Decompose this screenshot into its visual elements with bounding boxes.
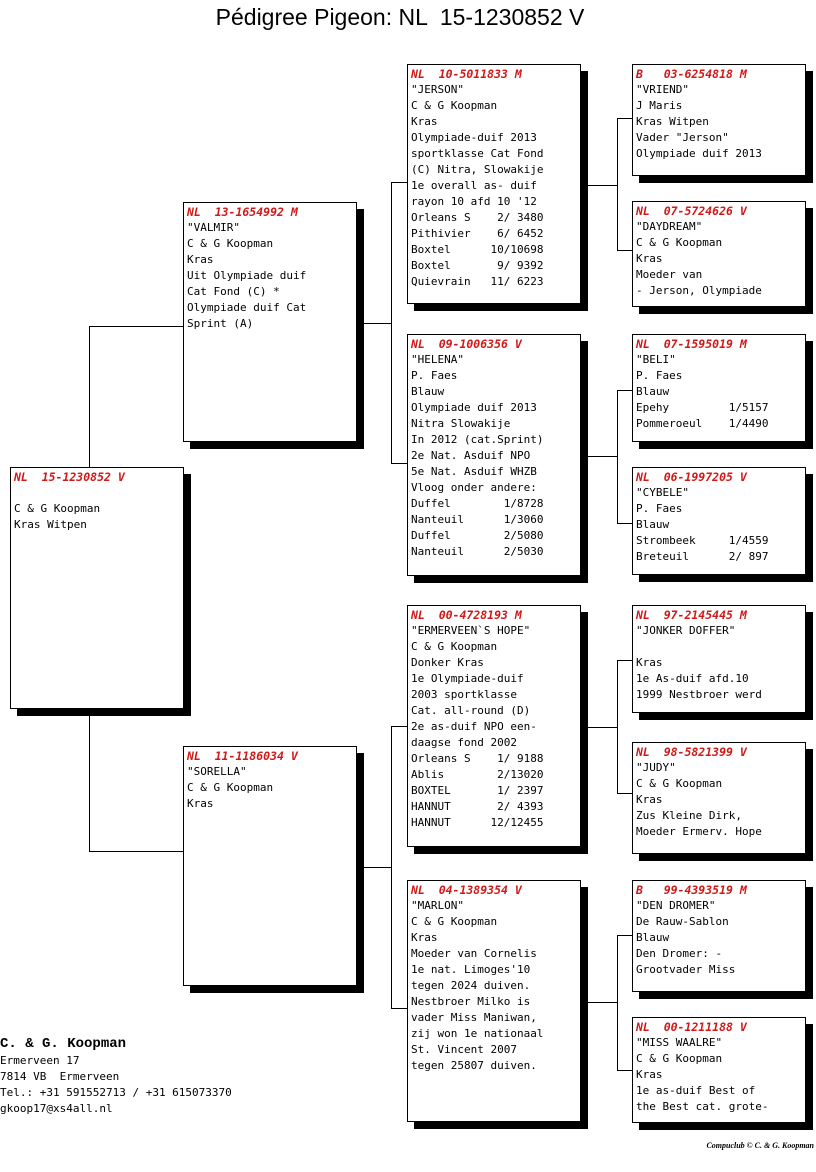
pigeon-info-line: daagse fond 2002: [411, 736, 517, 749]
pigeon-info-line: tegen 25807 duiven.: [411, 1059, 537, 1072]
owner-address: Ermerveen 17: [0, 1054, 80, 1067]
pigeon-info-line: Kras: [411, 931, 438, 944]
pigeon-info-line: Blauw: [636, 385, 670, 398]
pigeon-info-line-first: [14, 485, 180, 501]
pigeon-ring-number: NL 09-1006356 V: [411, 337, 522, 351]
pigeon-info-line: 1e nat. Limoges'10: [411, 963, 531, 976]
pigeon-info-line: Sprint (A): [187, 317, 254, 330]
pigeon-info-line: Kras Witpen: [14, 518, 87, 531]
pigeon-ring-number: NL 06-1997205 V: [636, 470, 747, 484]
pigeon-info-line: C & G Koopman: [636, 777, 723, 790]
pigeon-info-line: tegen 2024 duiven.: [411, 979, 531, 992]
pigeon-info-line: Vader "Jerson": [636, 131, 729, 144]
connector: [617, 793, 632, 794]
pigeon-info-line: Kras: [187, 253, 214, 266]
pigeon-info-line: C & G Koopman: [411, 640, 498, 653]
pigeon-info-line-first: "DEN DROMER": [636, 899, 716, 912]
pigeon-card-mmm[interactable]: [632, 1017, 806, 1123]
pigeon-info-line: Moeder van: [636, 268, 703, 281]
pigeon-info-line-first: "CYBELE": [636, 486, 689, 499]
pigeon-info-line: 1e overall as- duif: [411, 179, 537, 192]
connector: [391, 182, 407, 183]
pigeon-info-line: P. Faes: [636, 502, 683, 515]
pigeon-ring-number: B 03-6254818 M: [636, 67, 747, 81]
pigeon-info-line: vader Miss Maniwan,: [411, 1011, 537, 1024]
pigeon-info-line-first: "JONKER DOFFER": [636, 624, 736, 637]
pigeon-ring-number: NL 98-5821399 V: [636, 745, 747, 759]
connector: [617, 390, 632, 391]
pigeon-ring-number: NL 10-5011833 M: [411, 67, 522, 81]
pigeon-info-line-first: "MARLON": [411, 899, 464, 912]
pigeon-info-line: HANNUT 12/12455: [411, 816, 544, 829]
pigeon-info-line-first: "ERMERVEEN`S HOPE": [411, 624, 531, 637]
footer-credit: Compuclub © C. & G. Koopman: [706, 1141, 814, 1150]
pigeon-info-line: Orleans S 2/ 3480: [411, 211, 544, 224]
pigeon-info-line-first: "VALMIR": [187, 221, 240, 234]
owner-name: C. & G. Koopman: [0, 1036, 127, 1052]
pigeon-info-line: 2003 sportklasse: [411, 688, 517, 701]
pigeon-info-line: 1999 Nestbroer werd: [636, 688, 762, 701]
connector: [391, 726, 407, 727]
connector: [617, 660, 632, 661]
pigeon-info-line: In 2012 (cat.Sprint): [411, 433, 544, 446]
pigeon-info-line: Grootvader Miss: [636, 963, 736, 976]
pigeon-info-line: Strombeek 1/4559: [636, 534, 769, 547]
connector: [617, 1070, 632, 1071]
pigeon-info-line: Nanteuil 1/3060: [411, 513, 544, 526]
connector: [617, 660, 618, 793]
pigeon-info-line: C & G Koopman: [187, 781, 274, 794]
pigeon-card-mfm[interactable]: [632, 742, 806, 854]
pigeon-info-line: J Maris: [636, 99, 683, 112]
pigeon-info-line: C & G Koopman: [636, 236, 723, 249]
pigeon-info-line: P. Faes: [411, 369, 458, 382]
pigeon-info-line: Olympiade duif 2013: [636, 147, 762, 160]
connector: [617, 390, 618, 523]
connector: [391, 463, 407, 464]
owner-phone: Tel.: +31 591552713 / +31 615073370: [0, 1086, 232, 1099]
connector: [617, 523, 632, 524]
pigeon-info-line: zij won 1e nationaal: [411, 1027, 544, 1040]
pigeon-card-fmm[interactable]: [632, 467, 806, 575]
pigeon-ring-number: NL 07-1595019 M: [636, 337, 747, 351]
pigeon-info-line: C & G Koopman: [636, 1052, 723, 1065]
pigeon-info-line: Moeder Ermerv. Hope: [636, 825, 762, 838]
connector: [617, 935, 618, 1070]
pigeon-info-line: Den Dromer: -: [636, 947, 723, 960]
connector: [89, 326, 183, 327]
pigeon-info-line: 5e Nat. Asduif WHZB: [411, 465, 537, 478]
pigeon-info-line-first: "VRIEND": [636, 83, 689, 96]
pigeon-info-line: Boxtel 10/10698: [411, 243, 544, 256]
pigeon-info-line: - Jerson, Olympiade: [636, 284, 762, 297]
pigeon-info-line: Olympiade duif 2013: [411, 401, 537, 414]
pigeon-info-line-first: "HELENA": [411, 353, 464, 366]
pigeon-info-line: the Best cat. grote-: [636, 1100, 769, 1113]
connector: [391, 726, 392, 1008]
pigeon-info-line: C & G Koopman: [14, 502, 101, 515]
pigeon-info-line: 1e Olympiade-duif: [411, 672, 524, 685]
pigeon-ring-number: NL 04-1389354 V: [411, 883, 522, 897]
pigeon-info-line: Cat. all-round (D): [411, 704, 531, 717]
connector: [391, 1008, 407, 1009]
pigeon-ring-number: NL 00-4728193 M: [411, 608, 522, 622]
pigeon-info-line: Boxtel 9/ 9392: [411, 259, 544, 272]
owner-city: 7814 VB Ermerveen: [0, 1070, 120, 1083]
pigeon-ring-number: NL 97-2145445 M: [636, 608, 747, 622]
pigeon-ring-number: NL 00-1211188 V: [636, 1020, 747, 1034]
pigeon-info-line: Nanteuil 2/5030: [411, 545, 544, 558]
pigeon-info-line: P. Faes: [636, 369, 683, 382]
pigeon-info-line: Pithivier 6/ 6452: [411, 227, 544, 240]
pigeon-info-line: Zus Kleine Dirk,: [636, 809, 742, 822]
pigeon-info-line: Kras: [636, 1068, 663, 1081]
pigeon-info-line: Kras: [187, 797, 214, 810]
pigeon-info-line-first: "JERSON": [411, 83, 464, 96]
connector: [587, 185, 617, 186]
pigeon-card-mff[interactable]: [632, 605, 806, 713]
pigeon-info-line: HANNUT 2/ 4393: [411, 800, 544, 813]
pigeon-card-ff[interactable]: [407, 64, 581, 304]
pigeon-info-line: Blauw: [636, 931, 670, 944]
pigeon-ring-number: NL 13-1654992 M: [187, 205, 298, 219]
pigeon-ring-number: B 99-4393519 M: [636, 883, 747, 897]
connector: [587, 1002, 617, 1003]
pigeon-info-line: Olympiade duif Cat: [187, 301, 307, 314]
pigeon-card-mf[interactable]: [407, 605, 581, 847]
pigeon-card-fm[interactable]: [407, 334, 581, 576]
pigeon-info-line: Quievrain 11/ 6223: [411, 275, 544, 288]
pigeon-info-line: sportklasse Cat Fond: [411, 147, 544, 160]
pigeon-info-line: 1e As-duif afd.10: [636, 672, 749, 685]
pigeon-info-line: BOXTEL 1/ 2397: [411, 784, 544, 797]
pigeon-info-line: 2e Nat. Asduif NPO: [411, 449, 531, 462]
pigeon-info-line: Blauw: [411, 385, 445, 398]
connector: [587, 727, 617, 728]
connector: [391, 182, 392, 463]
pigeon-card-subject[interactable]: [10, 467, 184, 709]
pigeon-info-line-first: "MISS WAALRE": [636, 1036, 723, 1049]
pigeon-info-line: 2e as-duif NPO een-: [411, 720, 537, 733]
pigeon-info-line: Epehy 1/5157: [636, 401, 769, 414]
connector: [617, 118, 618, 250]
pigeon-info-line: [636, 639, 802, 655]
pigeon-info-line: (C) Nitra, Slowakije: [411, 163, 544, 176]
pigeon-info-line: Cat Fond (C) *: [187, 285, 280, 298]
pigeon-info-line: Pommeroeul 1/4490: [636, 417, 769, 430]
pigeon-info-line: Ablis 2/13020: [411, 768, 544, 781]
pigeon-card-father[interactable]: [183, 202, 357, 442]
pigeon-info-line: Donker Kras: [411, 656, 484, 669]
pigeon-info-line: Olympiade-duif 2013: [411, 131, 537, 144]
connector: [617, 250, 632, 251]
pigeon-info-line: C & G Koopman: [187, 237, 274, 250]
pigeon-ring-number: NL 15-1230852 V: [14, 470, 125, 484]
pigeon-info-line-first: "BELI": [636, 353, 676, 366]
pigeon-card-mm[interactable]: [407, 880, 581, 1122]
pigeon-info-line: Kras: [636, 656, 663, 669]
pigeon-ring-number: NL 07-5724626 V: [636, 204, 747, 218]
pigeon-info-line-first: "SORELLA": [187, 765, 247, 778]
pigeon-info-line: 1e as-duif Best of: [636, 1084, 756, 1097]
pigeon-info-line: Breteuil 2/ 897: [636, 550, 769, 563]
pigeon-info-line-first: "JUDY": [636, 761, 676, 774]
pigeon-info-line: Moeder van Cornelis: [411, 947, 537, 960]
pigeon-info-line: C & G Koopman: [411, 915, 498, 928]
pigeon-info-line: Duffel 2/5080: [411, 529, 544, 542]
pigeon-info-line: Uit Olympiade duif: [187, 269, 307, 282]
pigeon-info-line: Kras: [636, 793, 663, 806]
pigeon-info-line: Kras: [636, 252, 663, 265]
pigeon-ring-number: NL 11-1186034 V: [187, 749, 298, 763]
pigeon-card-mmf[interactable]: [632, 880, 806, 992]
pigeon-info-line: Duffel 1/8728: [411, 497, 544, 510]
pigeon-card-fff[interactable]: [632, 64, 806, 176]
page-title: Pédigree Pigeon: NL 15-1230852 V: [215, 4, 585, 30]
pigeon-info-line: Orleans S 1/ 9188: [411, 752, 544, 765]
pigeon-info-line-first: "DAYDREAM": [636, 220, 703, 233]
pigeon-info-line: De Rauw-Sablon: [636, 915, 729, 928]
pigeon-info-line: Nitra Slowakije: [411, 417, 511, 430]
pigeon-info-line: Kras Witpen: [636, 115, 709, 128]
pigeon-info-line: Vloog onder andere:: [411, 481, 537, 494]
pigeon-info-line: C & G Koopman: [411, 99, 498, 112]
pigeon-info-line: Nestbroer Milko is: [411, 995, 531, 1008]
owner-info: [0, 1035, 232, 1117]
pigeon-info-line: Blauw: [636, 518, 670, 531]
connector: [364, 323, 391, 324]
connector: [617, 118, 632, 119]
pigeon-info-line: rayon 10 afd 10 '12: [411, 195, 537, 208]
connector: [587, 456, 617, 457]
pigeon-card-mother[interactable]: [183, 746, 357, 986]
connector: [89, 851, 183, 852]
connector: [617, 935, 632, 936]
pigeon-info-line: St. Vincent 2007: [411, 1043, 517, 1056]
connector: [364, 867, 391, 868]
owner-email[interactable]: gkoop17@xs4all.nl: [0, 1102, 113, 1115]
pigeon-card-ffm[interactable]: [632, 201, 806, 307]
pigeon-card-fmf[interactable]: [632, 334, 806, 442]
pigeon-info-line: Kras: [411, 115, 438, 128]
